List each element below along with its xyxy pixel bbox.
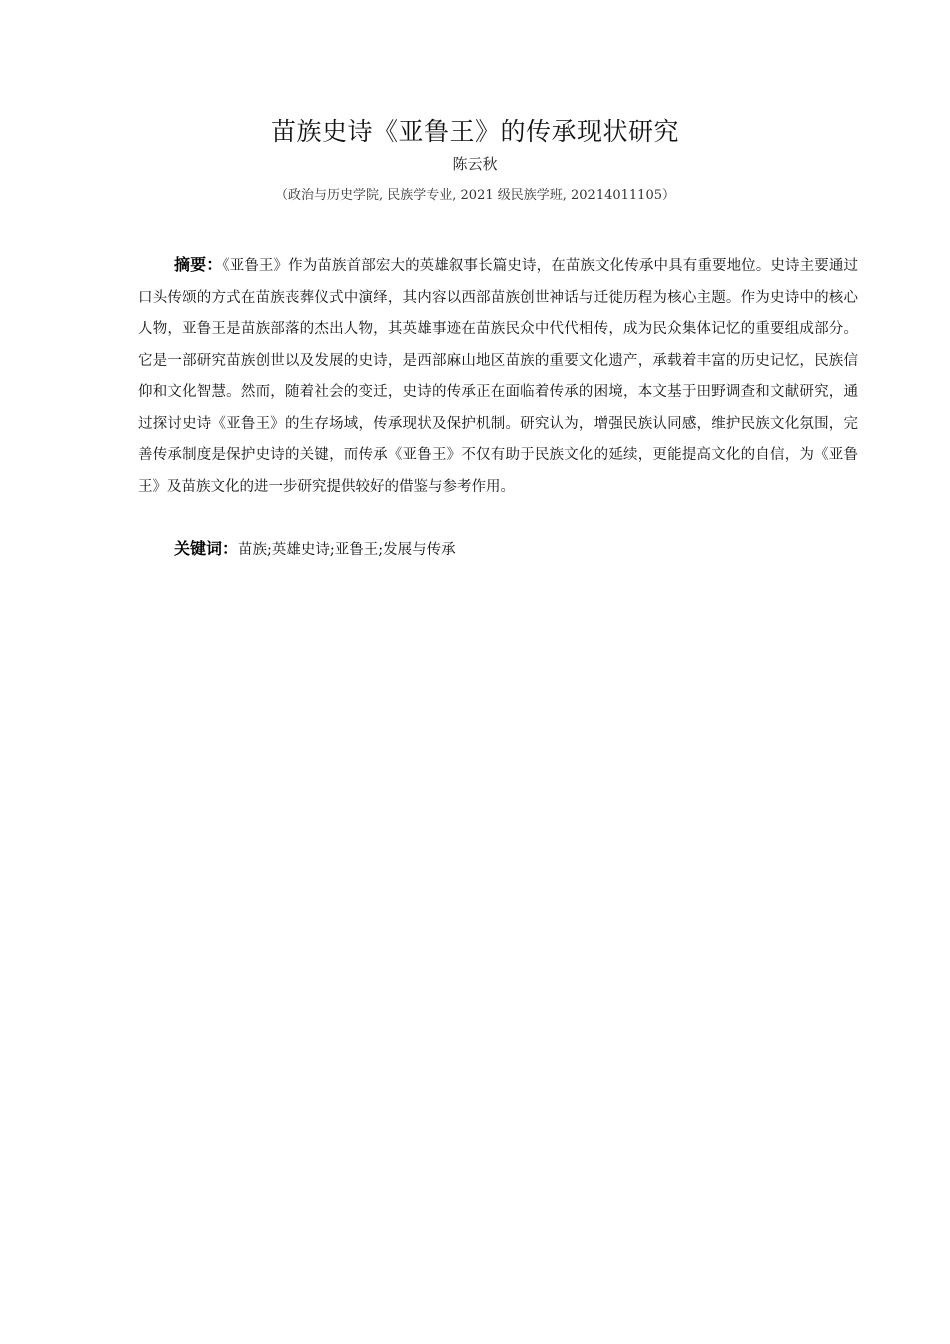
abstract-text: 《亚鲁王》作为苗族首部宏大的英雄叙事长篇史诗，在苗族文化传承中具有重要地位。史诗主要通过口头传颂的方式在苗族丧葬仪式中演绎，其内容以西部苗族创世神话与迁徙历程为核心主题。作为史诗中的核心人物，亚鲁王是苗族部落的杰出人物，其英雄事迹在苗族民众中代代相传，成为民众集体记忆的重要组成部分。它是一部研究苗族创世以及发展的史诗，是西部麻山地区苗族的重要文化遗产，承载着丰富的历史记忆，民族信仰和文化智慧。然而，随着社会的变迁，史诗的传承正在面临着传承的困境，本文基于田野调查和文献研究，通过探讨史诗《亚鲁王》的生存场域，传承现状及保护机制。研究认为，增强民族认同感，维护民族文化氛围，完善传承制度是保护史诗的关键，而传承《亚鲁王》不仅有助于民族文化的延续，更能提高文化的自信，为《亚鲁王》及苗族文化的进一步研究提供较好的借鉴与参考作用。 xyxy=(138,258,858,495)
abstract-label: 摘要： xyxy=(174,255,223,274)
author-name: 陈云秋 xyxy=(452,155,498,173)
keywords-text: 苗族;英雄史诗;亚鲁王;发展与传承 xyxy=(238,542,456,558)
author-affiliation: （政治与历史学院, 民族学专业, 2021 级民族学班, 20214011105） xyxy=(275,188,675,203)
keywords-label: 关键词： xyxy=(174,539,239,558)
keywords-paragraph xyxy=(174,535,858,564)
abstract-paragraph xyxy=(138,249,858,503)
paper-title: 苗族史诗《亚鲁王》的传承现状研究 xyxy=(270,117,679,146)
